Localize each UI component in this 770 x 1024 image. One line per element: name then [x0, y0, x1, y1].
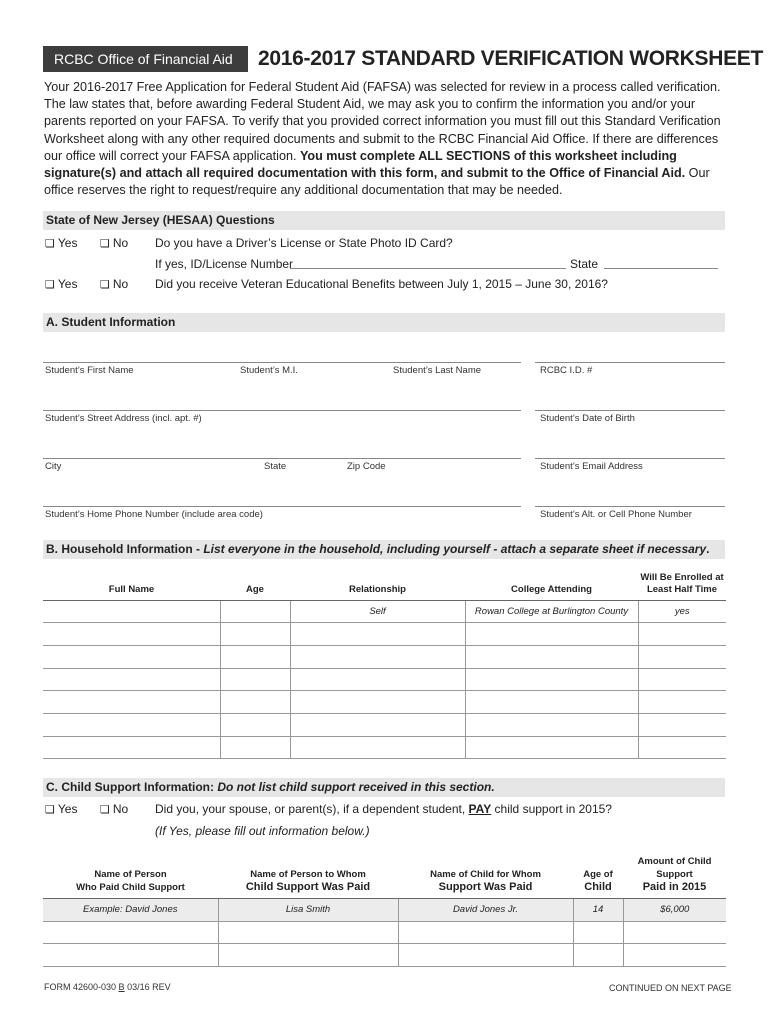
intro-text: Your 2016-2017 Free Application for Federal Student Aid (FAFSA) was selected for review in a process called verification. The law states that, before awarding Federal Student Aid, we may ask you to confirm the information you and/or your parents reported on your FAFSA. To verify that you provided correct information you must fill out this Standard Verification Worksheet along with any other required documents and submit to the RCBC Financial Aid Office. If there are differences our office will correct your FAFSA application.	[44, 80, 721, 163]
col-payee-line1: Name of Person to Whom	[250, 869, 366, 880]
intro-bold-text: You must complete ALL SECTIONS of this worksheet including signature(s) and attach all required documentation with this form, and submit to the Office of Financial Aid.	[44, 148, 686, 181]
dob-line[interactable]	[535, 410, 725, 411]
example-row	[43, 899, 726, 922]
table-cell: Example: David Jones	[43, 899, 218, 922]
license-state-field[interactable]	[604, 268, 718, 269]
child-support-section-header	[43, 778, 725, 797]
table-cell[interactable]	[43, 645, 220, 668]
household-title-end: .	[706, 542, 710, 556]
table-row	[43, 623, 726, 646]
table-cell[interactable]	[623, 921, 726, 944]
household-table	[43, 567, 726, 759]
col-payer-line2: Who Paid Child Support	[76, 882, 185, 893]
table-cell: $6,000	[623, 899, 726, 922]
table-cell[interactable]	[465, 623, 638, 646]
col-child	[398, 855, 573, 899]
table-cell[interactable]	[290, 691, 465, 714]
nj-q1-yes-checkbox[interactable]: ❏ Yes	[45, 236, 77, 251]
email-label: Student’s Email Address	[540, 461, 643, 472]
alt-phone-label: Student’s Alt. or Cell Phone Number	[540, 509, 692, 520]
table-cell: David Jones Jr.	[398, 899, 573, 922]
col-amount-line1: Amount of Child Support	[637, 856, 712, 880]
table-cell[interactable]	[465, 713, 638, 736]
table-row	[43, 645, 726, 668]
table-cell[interactable]	[290, 645, 465, 668]
home-phone-label: Student’s Home Phone Number (include area code)	[45, 509, 263, 520]
table-cell[interactable]	[43, 921, 218, 944]
col-age: Age	[220, 567, 290, 600]
table-cell[interactable]	[638, 736, 726, 759]
table-cell[interactable]	[290, 736, 465, 759]
household-title: B. Household Information -	[46, 542, 204, 556]
table-cell[interactable]	[218, 944, 398, 967]
col-enrolled: Will Be Enrolled at Least Half Time	[638, 567, 726, 600]
table-cell[interactable]	[43, 623, 220, 646]
child-support-title: C. Child Support Information:	[46, 780, 218, 794]
col-payer-line1: Name of Person	[94, 869, 167, 880]
col-full-name: Full Name	[43, 567, 220, 600]
form-number-b: B	[118, 982, 125, 992]
child-support-title-note: Do not list child support received in this section.	[217, 780, 495, 794]
table-row	[43, 713, 726, 736]
table-cell[interactable]	[638, 623, 726, 646]
table-cell: Lisa Smith	[218, 899, 398, 922]
zip-label: Zip Code	[347, 461, 386, 472]
table-cell[interactable]	[220, 645, 290, 668]
table-cell[interactable]: Self	[290, 600, 465, 623]
table-cell[interactable]	[43, 944, 218, 967]
nj-q2-yes-checkbox[interactable]: ❏ Yes	[45, 277, 77, 292]
nj-q2-text: Did you receive Veteran Educational Benefits between July 1, 2015 – June 30, 2016?	[155, 277, 608, 291]
cs-yes-checkbox[interactable]: ❏ Yes	[45, 802, 77, 817]
office-label: RCBC Office of Financial Aid	[43, 46, 248, 72]
table-cell[interactable]	[290, 668, 465, 691]
table-cell[interactable]	[465, 645, 638, 668]
table-cell[interactable]: yes	[638, 600, 726, 623]
cs-question-pay: PAY	[468, 802, 492, 816]
table-cell[interactable]	[623, 944, 726, 967]
table-cell[interactable]	[220, 713, 290, 736]
household-title-note: List everyone in the household, including yourself - attach a separate sheet if necessary	[203, 542, 707, 556]
street-address-line[interactable]	[43, 410, 521, 411]
household-header-row	[43, 567, 726, 600]
cs-question-post: child support in 2015?	[491, 802, 612, 816]
table-cell[interactable]: Rowan College at Burlington County	[465, 600, 638, 623]
dob-label: Student’s Date of Birth	[540, 413, 635, 424]
student-section-header: A. Student Information	[43, 313, 725, 332]
col-payee	[218, 855, 398, 899]
form-number-pre: FORM 42600-030	[44, 982, 119, 992]
form-number	[44, 982, 171, 992]
col-payee-line2: Child Support Was Paid	[245, 881, 371, 893]
cs-question-pre: Did you, your spouse, or parent(s), if a dependent student,	[155, 802, 469, 816]
table-cell[interactable]	[218, 921, 398, 944]
cs-question	[155, 802, 612, 816]
table-cell[interactable]	[638, 691, 726, 714]
col-child-line1: Name of Child for Whom	[430, 869, 541, 880]
continued-label: CONTINUED ON NEXT PAGE	[609, 983, 732, 993]
alt-phone-line[interactable]	[535, 506, 725, 507]
col-relationship: Relationship	[290, 567, 465, 600]
table-cell: 14	[573, 899, 623, 922]
household-section-header	[43, 540, 725, 559]
table-cell[interactable]	[290, 623, 465, 646]
table-cell[interactable]	[220, 623, 290, 646]
table-cell[interactable]	[638, 668, 726, 691]
col-child-age	[573, 855, 623, 899]
rcbc-id-label: RCBC I.D. #	[540, 365, 593, 376]
nj-license-label: If yes, ID/License Number	[155, 257, 294, 271]
table-cell[interactable]	[220, 668, 290, 691]
street-address-label: Student’s Street Address (incl. apt. #)	[45, 413, 202, 424]
table-cell[interactable]	[465, 668, 638, 691]
table-cell[interactable]	[220, 691, 290, 714]
col-college: College Attending	[465, 567, 638, 600]
table-cell[interactable]	[465, 691, 638, 714]
table-row	[43, 736, 726, 759]
license-number-field[interactable]	[290, 268, 566, 269]
col-amount	[623, 855, 726, 899]
table-cell[interactable]	[43, 600, 220, 623]
nj-section-header: State of New Jersey (HESAA) Questions	[43, 211, 725, 230]
table-row	[43, 944, 726, 967]
col-child-line2: Support Was Paid	[438, 881, 533, 893]
city-label: City	[45, 461, 62, 472]
table-cell[interactable]	[573, 921, 623, 944]
intro-tail-text: Our office reserves the right to request/require any additional documentation that may be needed.	[44, 166, 710, 198]
col-amount-line2: Paid in 2015	[642, 881, 707, 893]
email-line[interactable]	[535, 458, 725, 459]
table-cell[interactable]	[638, 645, 726, 668]
table-row	[43, 668, 726, 691]
col-child-age-line2: Child	[584, 881, 612, 893]
table-cell[interactable]	[573, 944, 623, 967]
state-label: State	[264, 461, 287, 472]
nj-q2-no-checkbox[interactable]: ❏ No	[100, 277, 128, 292]
cs-no-checkbox[interactable]: ❏ No	[100, 802, 128, 817]
nj-state-label: State	[570, 257, 599, 271]
table-cell[interactable]	[290, 713, 465, 736]
student-name-line[interactable]	[43, 362, 521, 363]
table-cell[interactable]	[43, 736, 220, 759]
nj-q1-no-checkbox[interactable]: ❏ No	[100, 236, 128, 251]
table-cell[interactable]	[220, 600, 290, 623]
table-cell[interactable]	[398, 921, 573, 944]
table-cell[interactable]	[220, 736, 290, 759]
col-child-age-line1: Age of	[583, 869, 613, 880]
rcbc-id-line[interactable]	[535, 362, 725, 363]
form-number-post: 03/16 REV	[124, 982, 171, 992]
home-phone-line[interactable]	[43, 506, 521, 507]
child-support-table	[43, 855, 726, 967]
intro-paragraph	[44, 79, 728, 199]
table-cell[interactable]	[43, 691, 220, 714]
page-title: 2016-2017 STANDARD VERIFICATION WORKSHEET	[258, 47, 764, 70]
cs-header-row	[43, 855, 726, 899]
first-name-label: Student’s First Name	[45, 365, 134, 376]
table-cell[interactable]	[43, 713, 220, 736]
table-cell[interactable]	[465, 736, 638, 759]
city-state-zip-line[interactable]	[43, 458, 521, 459]
mi-label: Student’s M.I.	[240, 365, 298, 376]
col-payer	[43, 855, 218, 899]
table-cell[interactable]	[43, 668, 220, 691]
table-row	[43, 691, 726, 714]
table-row	[43, 921, 726, 944]
cs-question-sub: (If Yes, please fill out information below.)	[155, 824, 370, 838]
table-cell[interactable]	[638, 713, 726, 736]
last-name-label: Student’s Last Name	[393, 365, 482, 376]
table-cell[interactable]	[398, 944, 573, 967]
nj-q1-text: Do you have a Driver’s License or State Photo ID Card?	[155, 236, 453, 250]
table-row	[43, 600, 726, 623]
